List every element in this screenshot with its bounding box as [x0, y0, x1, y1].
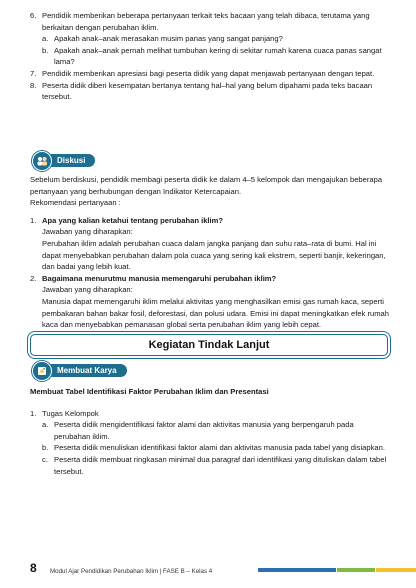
diskusi-intro: Sebelum berdiskusi, pendidik membagi peserta didik ke dalam 4–5 kelompok dan mengajukan beberapa pertanyaan yang berhubungan dengan Indikator Ketercapaian. — [30, 175, 383, 196]
discussion-icon — [32, 151, 52, 171]
membuat-karya-badge — [32, 362, 127, 379]
question-text: Apa yang kalian ketahui tentang perubahan iklim? — [42, 215, 224, 225]
sub-item-text: Apakah anak–anak merasakan musim panas yang sangat panjang? — [54, 34, 283, 44]
sub-item-text: Peserta didik mengidentifikasi faktor alami dan aktivitas manusia yang berpengaruh pada perubahan iklim. — [54, 420, 354, 441]
item-text: Pendidik memberikan beberapa pertanyaan terkait teks bacaan yang telah dibaca, terutama yang berkaitan dengan perubahan iklim. — [42, 11, 370, 32]
item-number: 6. — [30, 11, 37, 20]
item-text: Peserta didik diberi kesempatan bertanya tentang hal–hal yang belum dipahami pada teks bacaan tersebut. — [42, 80, 373, 102]
item-number: 7. — [30, 68, 37, 78]
diskusi-badge — [32, 152, 95, 169]
sub-item-a — [42, 33, 390, 45]
question-number: 1. — [30, 215, 37, 225]
rekomendasi-label: Rekomendasi pertanyaan : — [30, 198, 121, 208]
karya-heading: Membuat Tabel Identifikasi Faktor Perubahan Iklim dan Presentasi — [30, 387, 269, 396]
sub-item-letter: b. — [42, 443, 49, 453]
task-number: 1. — [30, 408, 37, 418]
footer-bar-green — [337, 568, 375, 572]
task-sub-c — [42, 454, 390, 477]
footer-bar-blue — [258, 568, 336, 572]
list-item-6 — [30, 10, 390, 33]
kegiatan-title: Kegiatan Tindak Lanjut — [148, 339, 270, 351]
question-2 — [30, 273, 390, 331]
task-title: Tugas Kelompok — [42, 408, 99, 418]
answer-text: Perubahan iklim adalah perubahan cuaca dalam jangka panjang dan suhu rata–rata di bumi. Hal ini dapat menyebabkan perubahan dalam pola cuaca yang sering kali ekstrem, seperti banjir, kekeringan, dan badai yang lebih kuat. — [42, 238, 386, 272]
top-list — [30, 10, 390, 103]
answer-text: Manusia dapat memengaruhi iklim melalui aktivitas yang menghasilkan emisi gas rumah kaca, seperti pembakaran bahan bakar fosil, deforestasi, dan polusi udara. Emisi ini dapat meningkatkan efek rumah kaca dan menyebabkan pemanasan global serta perubahan iklim yang lebih cepat. — [42, 296, 389, 330]
sub-item-text: Peserta didik menuliskan identifikasi faktor alami dan aktivitas manusia pada tabel yang disiapkan. — [54, 443, 385, 453]
footer-bar-yellow — [376, 568, 416, 572]
question-1 — [30, 215, 390, 273]
sub-item-text: Apakah anak–anak pernah melihat tumbuhan kering di sekitar rumah karena cuaca panas sangat lama? — [54, 45, 382, 67]
question-text: Bagaimana menurutmu manusia memengaruhi perubahan iklim? — [42, 273, 277, 283]
list-item-8 — [30, 80, 390, 103]
task-sub-a — [42, 419, 390, 442]
kegiatan-title-box — [30, 334, 388, 356]
craft-icon — [32, 361, 52, 381]
sub-item-b — [42, 45, 390, 68]
membuat-karya-section — [30, 386, 390, 477]
sub-item-letter: a. — [42, 420, 49, 430]
sub-item-letter: a. — [42, 34, 49, 44]
expected-label: Jawaban yang diharapkan: — [42, 227, 133, 237]
diskusi-section — [30, 174, 390, 331]
item-text: Pendidik memberikan apresiasi bagi peserta didik yang dapat menjawab pertanyaan dengan tepat. — [42, 68, 375, 78]
question-number: 2. — [30, 273, 37, 283]
list-item-7 — [30, 68, 390, 80]
expected-label: Jawaban yang diharapkan: — [42, 285, 133, 295]
sub-item-letter: c. — [42, 454, 48, 464]
task-item — [30, 408, 390, 420]
diskusi-label: Diskusi — [43, 154, 95, 167]
footer-text: Modul Ajar Pendidikan Perubahan Iklim | FASE B – Kelas 4 — [50, 568, 213, 575]
sub-item-text: Peserta didik membuat ringkasan minimal dua paragraf dari identifikasi yang dituliskan dalam tabel tersebut. — [54, 454, 387, 476]
membuat-karya-label: Membuat Karya — [43, 364, 127, 377]
item-number: 8. — [30, 80, 37, 90]
page-number: 8 — [30, 561, 37, 575]
sub-item-letter: b. — [42, 45, 49, 55]
task-sub-b — [42, 442, 390, 454]
